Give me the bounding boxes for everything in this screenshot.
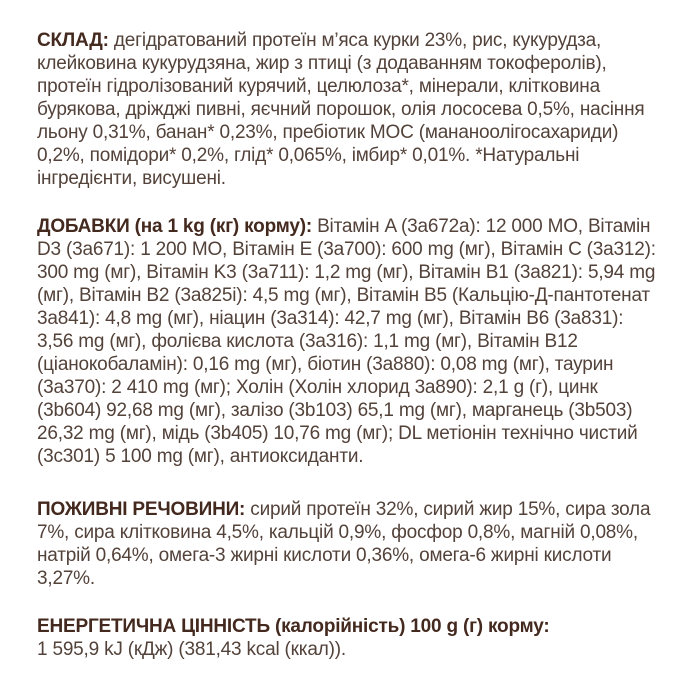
additives-text: Вітамін A (3a672a): 12 000 МО, Вітамін D3 (3a671): 1 200 МО, Вітамін E (3a700): 600 mg (мг), Вітамін C (3a312): 300 mg (мг), Вітамін K3 (3a711): 1,2 mg (мг), Вітамін B1 (3a821): 5,94 mg (мг), Вітамін B2 (3a825i): 4,5 mg (мг), Вітамін B5 (Кальцію-Д-пантотенат 3a841): 4,8 mg (мг), ніацин (3a314): 42,7 mg (мг), Вітамін B6 (3a831): 3,56 mg (мг), фолієва кислота (3a316): 1,1 mg (мг), Вітамін B12 (ціанокобаламін): 0,16 mg (мг), біотин (3a880): 0,08 mg (мг), таурин (3a370): 2 410 mg (мг); Холін (Холін хлорид 3a890): 2,1 g (г), цинк (3b604) 92,68 mg (мг), залізо (3b103) 65,1 mg (мг), марганець (3b503) 26,32 mg (мг), мідь (3b405) 10,76 mg (мг); DL метіонін технічно чистий (3c301) 5 100 mg (мг), антиоксиданти.	[37, 216, 656, 467]
energy-text: 1 595,9 kJ (кДж) (381,43 kcal (ккал)).	[37, 639, 346, 660]
additives-heading: ДОБАВКИ (на 1 kg (кг) корму):	[37, 216, 312, 237]
section-additives	[37, 215, 664, 468]
section-nutrients	[37, 498, 664, 590]
section-composition	[37, 29, 664, 190]
composition-heading: СКЛАД:	[37, 30, 109, 51]
section-energy	[37, 615, 664, 661]
composition-text: дегідратований протеїн м’яса курки 23%, рис, кукурудза, клейковина кукурудзяна, жир з птиці (з додаванням токоферолів), протеїн гідролізований курячий, целюлоза*, мінерали, клітковина бурякова, дріжджі пивні, яєчний порошок, олія лососева 0,5%, насіння льону 0,31%, банан* 0,23%, пребіотик МОС (мананоолігосахариди) 0,2%, помідори* 0,2%, глід* 0,065%, імбир* 0,01%. *Натуральні інгредієнти, висушені.	[37, 30, 645, 189]
nutrients-heading: ПОЖИВНІ РЕЧОВИНИ:	[37, 499, 246, 520]
nutrients-text: сирий протеїн 32%, сирий жир 15%, сира зола 7%, сира клітковина 4,5%, кальцій 0,9%, фосфор 0,8%, магній 0,08%, натрій 0,64%, омега-3 жирні кислоти 0,36%, омега-6 жирні кислоти 3,27%.	[37, 499, 651, 589]
energy-heading: ЕНЕРГЕТИЧНА ЦІННІСТЬ (калорійність) 100 g (г) корму:	[37, 616, 550, 637]
